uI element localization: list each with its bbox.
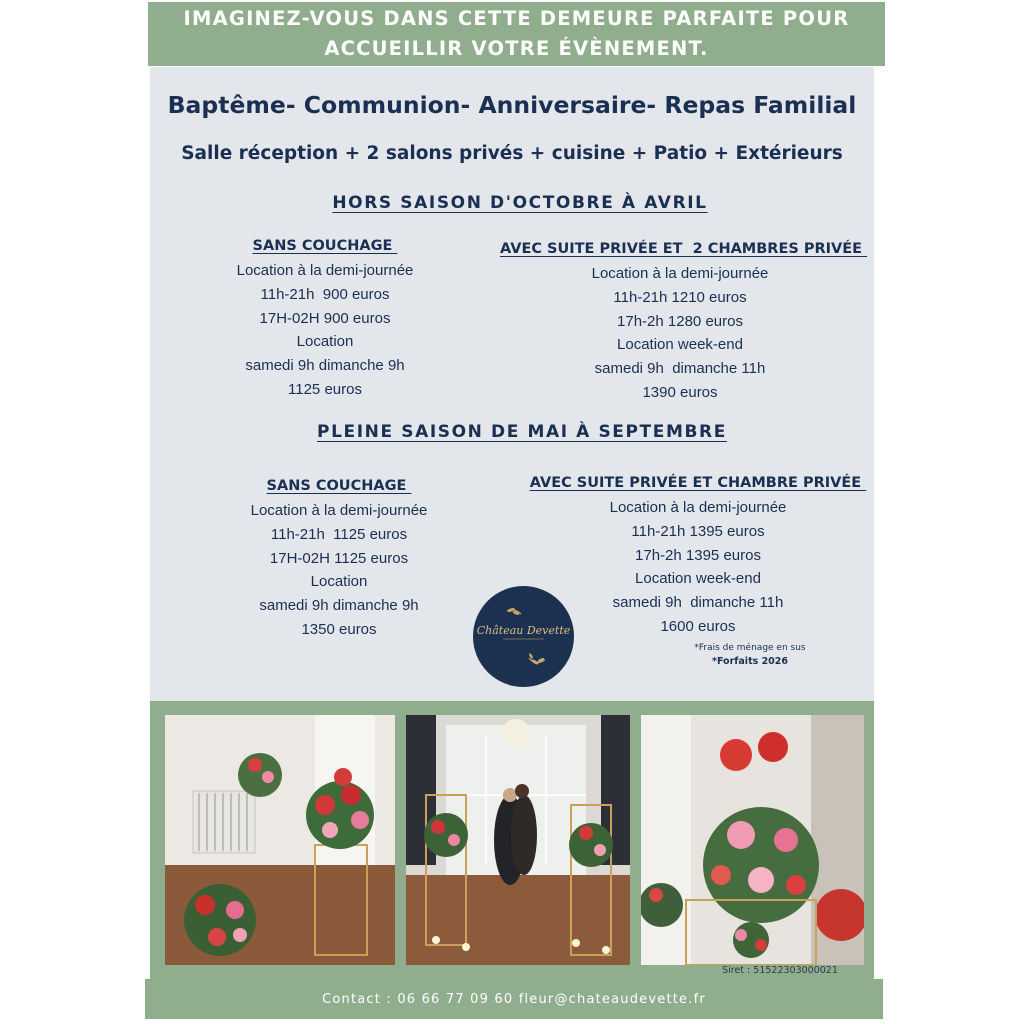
high-season-no-bed-line: 11h-21h 1125 euros [270, 525, 408, 543]
off-season-no-bed-line: Location à la demi-journée [236, 262, 414, 279]
off-season-with-suite [500, 238, 868, 405]
off-season-title: HORS SAISON D'OCTOBRE À AVRIL [332, 193, 708, 213]
high-season-no-bed-line: 17H-02H 1125 euros [269, 549, 409, 567]
off-season-with-suite-line: Location à la demi-journée [591, 265, 769, 282]
off-season-no-bed-line: samedi 9h dimanche 9h [245, 357, 405, 375]
high-season-title: PLEINE SAISON DE MAI À SEPTEMBRE [317, 422, 727, 442]
off-season-no-bed-line: Location [296, 333, 354, 351]
high-season-with-suite-line: 17h-2h 1395 euros [635, 546, 761, 564]
off-season-no-bed [200, 235, 450, 402]
high-season-no-bed-heading: SANS COUCHAGE [266, 478, 412, 494]
high-season-with-suite-line: Location week-end [635, 570, 761, 588]
high-season-with-suite-heading: AVEC SUITE PRIVÉE ET CHAMBRE PRIVÉE [529, 475, 867, 491]
off-season-no-bed-heading: SANS COUCHAGE [252, 238, 398, 254]
high-season-no-bed-line: 1350 euros [301, 620, 377, 638]
off-season-with-suite-line: samedi 9h dimanche 11h [594, 360, 766, 378]
high-season-no-bed [214, 475, 464, 642]
cleaning-fee-note: *Frais de ménage en sus [694, 643, 806, 653]
off-season-no-bed-line: 11h-21h 900 euros [260, 285, 390, 303]
photo-flowers-salon [165, 715, 395, 965]
contact-footer [145, 979, 883, 1019]
off-season-no-bed-line: 17H-02H 900 euros [259, 309, 391, 327]
off-season-with-suite-line: Location week-end [617, 336, 743, 354]
high-season-with-suite-line: 1600 euros [660, 617, 736, 635]
off-season-with-suite-line: 11h-21h 1210 euros [613, 288, 747, 306]
off-season-with-suite-line: 1390 euros [642, 383, 718, 401]
high-season-no-bed-line: Location à la demi-journée [250, 502, 428, 519]
header-banner [148, 2, 885, 66]
off-season-with-suite-heading: AVEC SUITE PRIVÉE ET 2 CHAMBRES PRIVÉE [500, 241, 868, 257]
siret-number: Siret : 51522303000021 [722, 965, 838, 976]
off-season-no-bed-line: 1125 euros [288, 380, 362, 398]
photo-flower-closeup [641, 715, 864, 965]
high-season-with-suite-line: Location à la demi-journée [609, 499, 787, 516]
packages-year-note: *Forfaits 2026 [711, 656, 789, 667]
photo-couple-hall [406, 715, 630, 965]
event-types: Baptême- Communion- Anniversaire- Repas Familial [167, 91, 857, 119]
logo-text: Château Devette [476, 624, 571, 637]
off-season-with-suite-line: 17h-2h 1280 euros [617, 312, 743, 330]
rooms-list: Salle réception + 2 salons privés + cuisine + Patio + Extérieurs [181, 143, 843, 164]
chateau-logo [473, 586, 574, 687]
contact-text[interactable]: Contact : 06 66 77 09 60 fleur@chateaudevette.fr [322, 991, 706, 1007]
banner-line-2: ACCUEILLIR VOTRE ÉVÈNEMENT. [324, 37, 709, 60]
high-season-with-suite [528, 472, 868, 639]
high-season-no-bed-line: samedi 9h dimanche 9h [259, 597, 419, 615]
high-season-with-suite-line: samedi 9h dimanche 11h [612, 594, 784, 612]
banner-line-1: IMAGINEZ-VOUS DANS CETTE DEMEURE PARFAITE POUR [183, 7, 850, 30]
high-season-no-bed-line: Location [310, 573, 368, 591]
leaf-wreath-icon [473, 586, 574, 687]
high-season-with-suite-line: 11h-21h 1395 euros [631, 522, 765, 540]
